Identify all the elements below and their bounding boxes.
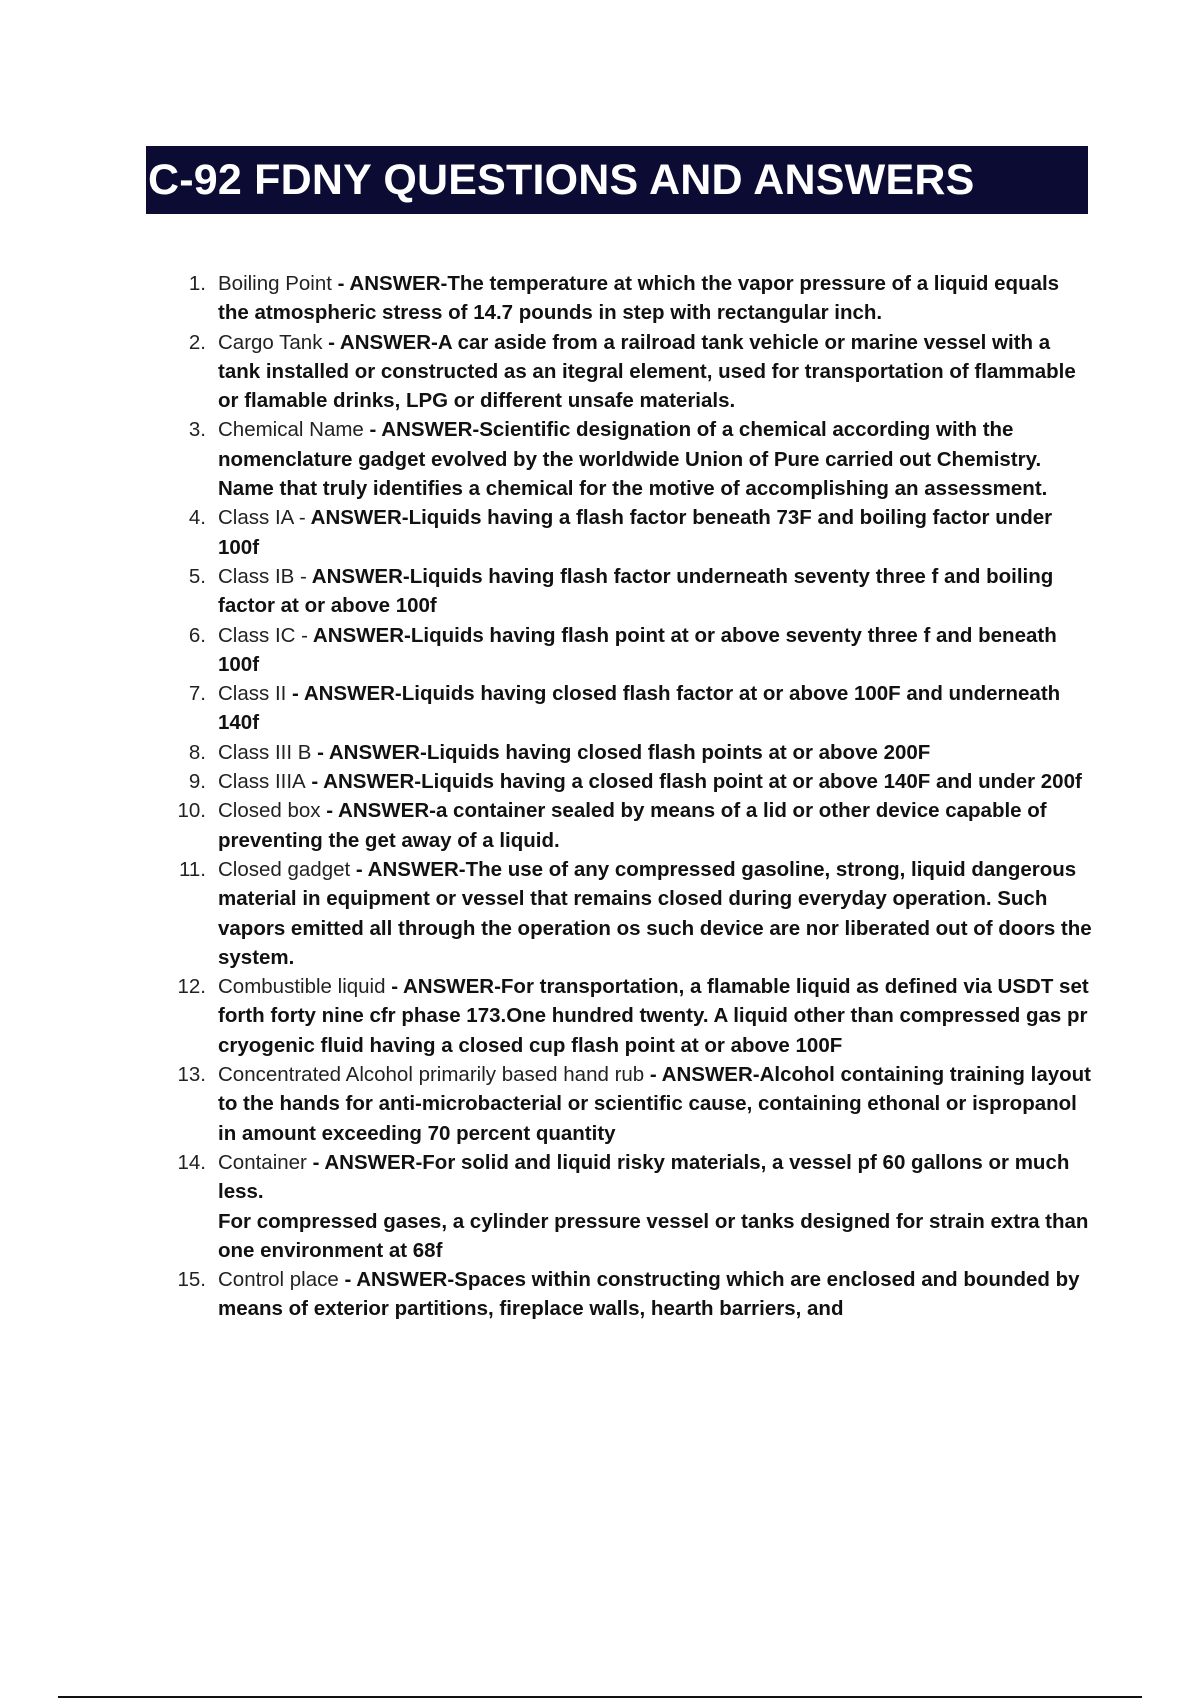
item-answer: ANSWER-Liquids having a flash factor beneath 73F and boiling factor under 100f [218,506,1053,559]
item-term: Class III B [218,740,312,764]
list-item [172,972,1092,1060]
item-answer-continuation: For compressed gases, a cylinder pressure vessel or tanks designed for strain extra than one environment at 68f [218,1209,1089,1262]
item-term: Control place [218,1268,339,1292]
item-answer: - ANSWER-Spaces within constructing which are enclosed and bounded by means of exterior partitions, fireplace walls, hearth barriers, and [218,1268,1080,1321]
item-number: 9. [188,770,206,794]
item-number: 4. [188,506,206,530]
list-item [172,503,1092,562]
item-term: Closed box [218,799,321,823]
item-term: Closed gadget [218,857,351,881]
item-term: Cargo Tank [218,330,323,354]
item-term: Class II [218,682,287,706]
list-item [172,738,1092,767]
item-number: 5. [188,564,206,588]
item-answer: - ANSWER-Liquids having a closed flash point at or above 140F and under 200f [305,770,1082,794]
item-number: 10. [177,799,206,823]
item-answer: - ANSWER-Liquids having closed flash factor at or above 100F and underneath 140f [218,682,1061,735]
item-number: 14. [177,1150,206,1174]
list-item [172,415,1092,503]
item-number: 1. [188,272,206,295]
list-item [172,1265,1092,1324]
list-item [172,1148,1092,1265]
item-number: 3. [188,418,206,442]
item-term: Combustible liquid [218,975,386,999]
list-item [172,621,1092,680]
item-answer: - ANSWER-Scientific designation of a chemical according with the nomenclature gadget evolved by the worldwide Union of Pure carried out Chemistry. Name that truly identifies a chemical for the motive of accomplishing an assessment. [218,418,1048,501]
item-number: 12. [177,975,206,999]
item-answer: - ANSWER-A car aside from a railroad tank vehicle or marine vessel with a tank installed or constructed as an itegral element, used for transportation of flammable or flamable drinks, LPG or different unsafe materials. [218,330,1076,413]
item-answer: - ANSWER-The use of any compressed gasoline, strong, liquid dangerous material in equipment or vessel that remains closed during everyday operation. Such vapors emitted all through the operation os such device are nor liberated out of doors the system. [218,857,1092,969]
qa-list [172,269,1092,1324]
footer-divider [58,1696,1142,1698]
item-term: Class IA - [218,506,306,530]
item-answer: - ANSWER-For solid and liquid risky materials, a vessel pf 60 gallons or much less. [218,1150,1070,1204]
item-answer: - ANSWER-Alcohol containing training layout to the hands for anti-microbacterial or scientific cause, containing ethonal or ispropanol in amount exceeding 70 percent quantity [218,1063,1092,1145]
document-title-bar [146,146,1088,214]
item-term: Class IC - [218,623,308,647]
item-number: 13. [177,1063,206,1087]
item-answer: ANSWER-Liquids having flash factor underneath seventy three f and boiling factor at or above 100f [218,564,1054,618]
item-term: Boiling Point [218,272,332,295]
item-number: 6. [188,623,206,647]
list-item [172,328,1092,416]
item-answer: ANSWER-Liquids having flash point at or above seventy three f and beneath 100f [218,623,1057,676]
list-item [172,796,1092,855]
list-item [172,767,1092,796]
item-term: Container [218,1150,307,1174]
item-term: Chemical Name [218,418,364,442]
list-item [172,855,1092,972]
item-answer: - ANSWER-The temperature at which the vapor pressure of a liquid equals the atmospheric stress of 14.7 pounds in step with rectangular inch. [218,272,1060,325]
list-item [172,562,1092,621]
item-answer: - ANSWER-For transportation, a flamable liquid as defined via USDT set forth forty nine cfr phase 173.One hundred twenty. A liquid other than compressed gas pr cryogenic fluid having a closed cup flash point at or above 100F [218,975,1089,1057]
item-term: Class IB - [218,564,307,588]
item-answer: - ANSWER-a container sealed by means of a lid or other device capable of preventing the get away of a liquid. [218,799,1047,852]
item-number: 8. [188,740,206,764]
item-number: 15. [177,1268,206,1292]
list-item [172,679,1092,738]
list-item [172,1060,1092,1148]
item-number: 2. [188,330,206,354]
item-number: 11. [179,857,206,881]
list-item [172,269,1092,328]
item-term: Concentrated Alcohol primarily based hand rub [218,1063,645,1087]
document-title: C-92 FDNY QUESTIONS AND ANSWERS [148,155,975,204]
item-term: Class IIIA [218,770,306,794]
item-number: 7. [188,682,206,706]
item-answer: - ANSWER-Liquids having closed flash points at or above 200F [311,740,931,764]
